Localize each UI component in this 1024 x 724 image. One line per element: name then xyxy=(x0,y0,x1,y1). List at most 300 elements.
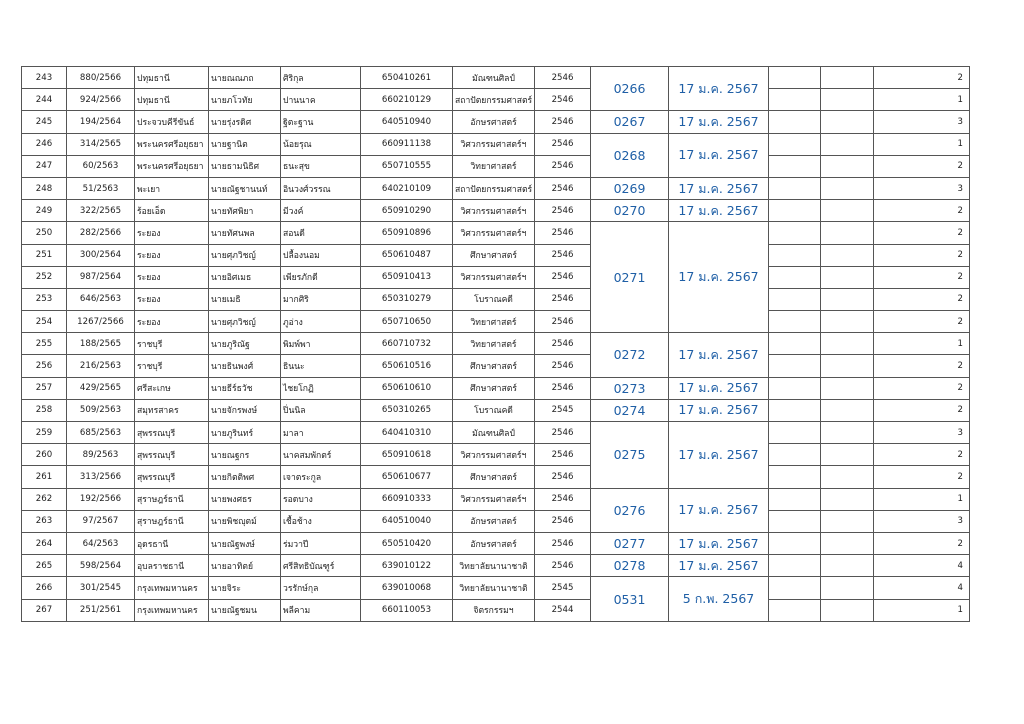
empty-cell-b xyxy=(821,222,874,244)
row-number-cell: 266 xyxy=(22,577,67,599)
document-code-cell: 0266 xyxy=(591,67,669,111)
province-cell: ประจวบคีรีขันธ์ xyxy=(135,111,209,133)
document-code-cell: 0273 xyxy=(591,377,669,399)
count-cell: 3 xyxy=(874,111,970,133)
row-number-cell: 267 xyxy=(22,599,67,621)
last-name-cell: ปลื้องนอม xyxy=(281,244,361,266)
table-row xyxy=(22,111,970,133)
empty-cell-b xyxy=(821,333,874,355)
empty-cell-b xyxy=(821,67,874,89)
last-name-cell: เชื้อช้าง xyxy=(281,510,361,532)
year-cell: 2545 xyxy=(535,577,591,599)
province-cell: กรุงเทพมหานคร xyxy=(135,599,209,621)
year-cell: 2545 xyxy=(535,399,591,421)
document-code-cell: 0271 xyxy=(591,222,669,333)
year-cell: 2546 xyxy=(535,288,591,310)
empty-cell-a xyxy=(769,510,821,532)
faculty-cell: ศึกษาศาสตร์ xyxy=(453,377,535,399)
count-cell: 2 xyxy=(874,444,970,466)
province-cell: ศรีสะเกษ xyxy=(135,377,209,399)
table-row xyxy=(22,422,970,444)
reference-number-cell: 251/2561 xyxy=(67,599,135,621)
reference-number-cell: 685/2563 xyxy=(67,422,135,444)
table-row xyxy=(22,510,970,532)
document-code-cell: 0278 xyxy=(591,555,669,577)
reference-number-cell: 216/2563 xyxy=(67,355,135,377)
province-cell: พระนครศรีอยุธยา xyxy=(135,155,209,177)
empty-cell-a xyxy=(769,355,821,377)
document-date-cell: 17 ม.ค. 2567 xyxy=(669,67,769,111)
row-number-cell: 263 xyxy=(22,510,67,532)
reference-number-cell: 188/2565 xyxy=(67,333,135,355)
student-id-cell: 639010122 xyxy=(361,555,453,577)
table-row xyxy=(22,288,970,310)
last-name-cell: ฐิตะฐาน xyxy=(281,111,361,133)
last-name-cell: ศรีสิทธิบัณฑูร์ xyxy=(281,555,361,577)
row-number-cell: 250 xyxy=(22,222,67,244)
province-cell: ร้อยเอ็ด xyxy=(135,200,209,222)
province-cell: ระยอง xyxy=(135,244,209,266)
reference-number-cell: 924/2566 xyxy=(67,89,135,111)
first-name-cell: นายรุ่งรดิศ xyxy=(209,111,281,133)
empty-cell-b xyxy=(821,532,874,554)
reference-number-cell: 509/2563 xyxy=(67,399,135,421)
empty-cell-b xyxy=(821,155,874,177)
table-row xyxy=(22,200,970,222)
province-cell: ระยอง xyxy=(135,222,209,244)
table-row xyxy=(22,488,970,510)
document-code-cell: 0270 xyxy=(591,200,669,222)
faculty-cell: อักษรศาสตร์ xyxy=(453,510,535,532)
province-cell: ปทุมธานี xyxy=(135,67,209,89)
row-number-cell: 243 xyxy=(22,67,67,89)
empty-cell-b xyxy=(821,599,874,621)
student-id-cell: 660110053 xyxy=(361,599,453,621)
province-cell: สุพรรณบุรี xyxy=(135,444,209,466)
table-row xyxy=(22,222,970,244)
first-name-cell: นายณณภถ xyxy=(209,67,281,89)
faculty-cell: วิทยาศาสตร์ xyxy=(453,311,535,333)
student-id-cell: 650610610 xyxy=(361,377,453,399)
last-name-cell: มาลา xyxy=(281,422,361,444)
last-name-cell: ปิ่นนิล xyxy=(281,399,361,421)
table-row xyxy=(22,599,970,621)
table-row xyxy=(22,377,970,399)
count-cell: 4 xyxy=(874,577,970,599)
row-number-cell: 260 xyxy=(22,444,67,466)
last-name-cell: พิมพ์พา xyxy=(281,333,361,355)
province-cell: ราชบุรี xyxy=(135,333,209,355)
empty-cell-a xyxy=(769,399,821,421)
year-cell: 2546 xyxy=(535,67,591,89)
document-date-cell: 5 ก.พ. 2567 xyxy=(669,577,769,621)
faculty-cell: สถาปัตยกรรมศาสตร์ xyxy=(453,177,535,199)
faculty-cell: วิทยาลัยนานาชาติ xyxy=(453,555,535,577)
empty-cell-a xyxy=(769,466,821,488)
count-cell: 1 xyxy=(874,89,970,111)
student-id-cell: 650410261 xyxy=(361,67,453,89)
faculty-cell: มัณฑนศิลป์ xyxy=(453,67,535,89)
row-number-cell: 245 xyxy=(22,111,67,133)
document-date-cell: 17 ม.ค. 2567 xyxy=(669,488,769,532)
province-cell: อุบลราชธานี xyxy=(135,555,209,577)
first-name-cell: นายณฐกร xyxy=(209,444,281,466)
records-table xyxy=(21,66,970,622)
province-cell: กรุงเทพมหานคร xyxy=(135,577,209,599)
reference-number-cell: 429/2565 xyxy=(67,377,135,399)
document-date-cell: 17 ม.ค. 2567 xyxy=(669,111,769,133)
table-row xyxy=(22,399,970,421)
row-number-cell: 248 xyxy=(22,177,67,199)
document-code-cell: 0269 xyxy=(591,177,669,199)
reference-number-cell: 987/2564 xyxy=(67,266,135,288)
province-cell: สมุทรสาคร xyxy=(135,399,209,421)
empty-cell-b xyxy=(821,355,874,377)
year-cell: 2546 xyxy=(535,355,591,377)
province-cell: พระนครศรีอยุธยา xyxy=(135,133,209,155)
student-id-cell: 650710650 xyxy=(361,311,453,333)
faculty-cell: อักษรศาสตร์ xyxy=(453,111,535,133)
province-cell: ระยอง xyxy=(135,288,209,310)
faculty-cell: มัณฑนศิลป์ xyxy=(453,422,535,444)
empty-cell-a xyxy=(769,200,821,222)
table-row xyxy=(22,532,970,554)
count-cell: 3 xyxy=(874,422,970,444)
count-cell: 3 xyxy=(874,177,970,199)
first-name-cell: นายกิตติพศ xyxy=(209,466,281,488)
row-number-cell: 247 xyxy=(22,155,67,177)
reference-number-cell: 313/2566 xyxy=(67,466,135,488)
first-name-cell: นายณัฐพงษ์ xyxy=(209,532,281,554)
table-row xyxy=(22,577,970,599)
student-id-cell: 660911138 xyxy=(361,133,453,155)
empty-cell-a xyxy=(769,288,821,310)
first-name-cell: นายภูรินทร์ xyxy=(209,422,281,444)
empty-cell-b xyxy=(821,133,874,155)
empty-cell-a xyxy=(769,222,821,244)
first-name-cell: นายทัศนพล xyxy=(209,222,281,244)
student-id-cell: 650910896 xyxy=(361,222,453,244)
student-id-cell: 650610516 xyxy=(361,355,453,377)
reference-number-cell: 880/2566 xyxy=(67,67,135,89)
count-cell: 2 xyxy=(874,355,970,377)
document-date-cell: 17 ม.ค. 2567 xyxy=(669,422,769,489)
row-number-cell: 265 xyxy=(22,555,67,577)
last-name-cell: ปานนาค xyxy=(281,89,361,111)
reference-number-cell: 1267/2566 xyxy=(67,311,135,333)
student-id-cell: 650910413 xyxy=(361,266,453,288)
student-id-cell: 650610487 xyxy=(361,244,453,266)
empty-cell-b xyxy=(821,510,874,532)
first-name-cell: นายพงศธร xyxy=(209,488,281,510)
count-cell: 2 xyxy=(874,266,970,288)
empty-cell-b xyxy=(821,311,874,333)
faculty-cell: ศึกษาศาสตร์ xyxy=(453,355,535,377)
year-cell: 2546 xyxy=(535,422,591,444)
table-row xyxy=(22,155,970,177)
student-id-cell: 650610677 xyxy=(361,466,453,488)
row-number-cell: 254 xyxy=(22,311,67,333)
count-cell: 2 xyxy=(874,399,970,421)
empty-cell-b xyxy=(821,488,874,510)
year-cell: 2546 xyxy=(535,133,591,155)
last-name-cell: มีวงค์ xyxy=(281,200,361,222)
faculty-cell: วิศวกรรมศาสตร์ฯ xyxy=(453,133,535,155)
empty-cell-a xyxy=(769,333,821,355)
last-name-cell: เจาตระกูล xyxy=(281,466,361,488)
row-number-cell: 264 xyxy=(22,532,67,554)
table-row xyxy=(22,177,970,199)
row-number-cell: 252 xyxy=(22,266,67,288)
province-cell: สุพรรณบุรี xyxy=(135,422,209,444)
faculty-cell: วิศวกรรมศาสตร์ฯ xyxy=(453,444,535,466)
last-name-cell: น้อยรุณ xyxy=(281,133,361,155)
student-id-cell: 650310279 xyxy=(361,288,453,310)
row-number-cell: 258 xyxy=(22,399,67,421)
year-cell: 2546 xyxy=(535,532,591,554)
reference-number-cell: 194/2564 xyxy=(67,111,135,133)
province-cell: ราชบุรี xyxy=(135,355,209,377)
year-cell: 2546 xyxy=(535,555,591,577)
year-cell: 2546 xyxy=(535,266,591,288)
document-date-cell: 17 ม.ค. 2567 xyxy=(669,222,769,333)
document-date-cell: 17 ม.ค. 2567 xyxy=(669,377,769,399)
table-row xyxy=(22,444,970,466)
year-cell: 2544 xyxy=(535,599,591,621)
table-row xyxy=(22,311,970,333)
year-cell: 2546 xyxy=(535,377,591,399)
year-cell: 2546 xyxy=(535,222,591,244)
count-cell: 1 xyxy=(874,133,970,155)
faculty-cell: โบราณคดี xyxy=(453,288,535,310)
reference-number-cell: 60/2563 xyxy=(67,155,135,177)
last-name-cell: มากศิริ xyxy=(281,288,361,310)
first-name-cell: นายฐานิต xyxy=(209,133,281,155)
document-code-cell: 0268 xyxy=(591,133,669,177)
faculty-cell: วิทยาศาสตร์ xyxy=(453,333,535,355)
row-number-cell: 261 xyxy=(22,466,67,488)
first-name-cell: นายณัฐชมน xyxy=(209,599,281,621)
faculty-cell: วิศวกรรมศาสตร์ฯ xyxy=(453,266,535,288)
document-date-cell: 17 ม.ค. 2567 xyxy=(669,399,769,421)
empty-cell-b xyxy=(821,200,874,222)
document-code-cell: 0267 xyxy=(591,111,669,133)
row-number-cell: 251 xyxy=(22,244,67,266)
reference-number-cell: 300/2564 xyxy=(67,244,135,266)
empty-cell-b xyxy=(821,399,874,421)
table-row xyxy=(22,333,970,355)
reference-number-cell: 89/2563 xyxy=(67,444,135,466)
student-id-cell: 660710732 xyxy=(361,333,453,355)
province-cell: ระยอง xyxy=(135,311,209,333)
year-cell: 2546 xyxy=(535,466,591,488)
empty-cell-a xyxy=(769,111,821,133)
faculty-cell: วิศวกรรมศาสตร์ฯ xyxy=(453,200,535,222)
last-name-cell: เพียรภักดี xyxy=(281,266,361,288)
year-cell: 2546 xyxy=(535,488,591,510)
first-name-cell: นายศุภวิชญ์ xyxy=(209,311,281,333)
last-name-cell: อินวงศ์วรรณ xyxy=(281,177,361,199)
year-cell: 2546 xyxy=(535,510,591,532)
count-cell: 2 xyxy=(874,466,970,488)
row-number-cell: 253 xyxy=(22,288,67,310)
student-id-cell: 639010068 xyxy=(361,577,453,599)
empty-cell-b xyxy=(821,111,874,133)
document-code-cell: 0272 xyxy=(591,333,669,377)
faculty-cell: โบราณคดี xyxy=(453,399,535,421)
student-id-cell: 640210109 xyxy=(361,177,453,199)
faculty-cell: สถาปัตยกรรมศาสตร์ xyxy=(453,89,535,111)
empty-cell-a xyxy=(769,266,821,288)
last-name-cell: พลีคาม xyxy=(281,599,361,621)
table-row xyxy=(22,555,970,577)
table-row xyxy=(22,244,970,266)
count-cell: 1 xyxy=(874,488,970,510)
province-cell: อุดรธานี xyxy=(135,532,209,554)
row-number-cell: 262 xyxy=(22,488,67,510)
count-cell: 4 xyxy=(874,555,970,577)
province-cell: สุราษฎร์ธานี xyxy=(135,488,209,510)
reference-number-cell: 97/2567 xyxy=(67,510,135,532)
empty-cell-b xyxy=(821,577,874,599)
count-cell: 2 xyxy=(874,532,970,554)
last-name-cell: ไชยโกฏิ xyxy=(281,377,361,399)
empty-cell-a xyxy=(769,311,821,333)
reference-number-cell: 646/2563 xyxy=(67,288,135,310)
last-name-cell: ธนะสุข xyxy=(281,155,361,177)
document-date-cell: 17 ม.ค. 2567 xyxy=(669,200,769,222)
empty-cell-b xyxy=(821,555,874,577)
student-id-cell: 650710555 xyxy=(361,155,453,177)
empty-cell-a xyxy=(769,422,821,444)
empty-cell-a xyxy=(769,244,821,266)
student-id-cell: 640510940 xyxy=(361,111,453,133)
empty-cell-a xyxy=(769,488,821,510)
faculty-cell: จิตรกรรมฯ xyxy=(453,599,535,621)
count-cell: 3 xyxy=(874,510,970,532)
empty-cell-b xyxy=(821,422,874,444)
table-row xyxy=(22,67,970,89)
empty-cell-a xyxy=(769,155,821,177)
count-cell: 2 xyxy=(874,67,970,89)
empty-cell-a xyxy=(769,89,821,111)
last-name-cell: วรรักษ์กุล xyxy=(281,577,361,599)
student-id-cell: 660210129 xyxy=(361,89,453,111)
row-number-cell: 249 xyxy=(22,200,67,222)
empty-cell-b xyxy=(821,244,874,266)
year-cell: 2546 xyxy=(535,311,591,333)
empty-cell-b xyxy=(821,288,874,310)
empty-cell-b xyxy=(821,377,874,399)
year-cell: 2546 xyxy=(535,111,591,133)
row-number-cell: 255 xyxy=(22,333,67,355)
last-name-cell: นาคสมพักตร์ xyxy=(281,444,361,466)
count-cell: 2 xyxy=(874,377,970,399)
table-row xyxy=(22,266,970,288)
last-name-cell: ธินนะ xyxy=(281,355,361,377)
reference-number-cell: 282/2566 xyxy=(67,222,135,244)
faculty-cell: วิทยาลัยนานาชาติ xyxy=(453,577,535,599)
count-cell: 2 xyxy=(874,155,970,177)
student-id-cell: 640510040 xyxy=(361,510,453,532)
document-date-cell: 17 ม.ค. 2567 xyxy=(669,555,769,577)
reference-number-cell: 64/2563 xyxy=(67,532,135,554)
document-code-cell: 0276 xyxy=(591,488,669,532)
year-cell: 2546 xyxy=(535,444,591,466)
student-id-cell: 660910333 xyxy=(361,488,453,510)
year-cell: 2546 xyxy=(535,89,591,111)
province-cell: สุราษฎร์ธานี xyxy=(135,510,209,532)
faculty-cell: วิศวกรรมศาสตร์ฯ xyxy=(453,488,535,510)
faculty-cell: วิทยาศาสตร์ xyxy=(453,155,535,177)
row-number-cell: 257 xyxy=(22,377,67,399)
year-cell: 2546 xyxy=(535,333,591,355)
document-date-cell: 17 ม.ค. 2567 xyxy=(669,133,769,177)
row-number-cell: 259 xyxy=(22,422,67,444)
year-cell: 2546 xyxy=(535,200,591,222)
empty-cell-a xyxy=(769,532,821,554)
province-cell: สุพรรณบุรี xyxy=(135,466,209,488)
reference-number-cell: 301/2545 xyxy=(67,577,135,599)
count-cell: 2 xyxy=(874,244,970,266)
empty-cell-a xyxy=(769,377,821,399)
document-code-cell: 0274 xyxy=(591,399,669,421)
student-id-cell: 650510420 xyxy=(361,532,453,554)
reference-number-cell: 51/2563 xyxy=(67,177,135,199)
empty-cell-a xyxy=(769,577,821,599)
document-date-cell: 17 ม.ค. 2567 xyxy=(669,177,769,199)
first-name-cell: นายอิศเมธ xyxy=(209,266,281,288)
last-name-cell: สอนดี xyxy=(281,222,361,244)
student-id-cell: 650910290 xyxy=(361,200,453,222)
empty-cell-a xyxy=(769,555,821,577)
empty-cell-a xyxy=(769,67,821,89)
table-row xyxy=(22,355,970,377)
province-cell: ระยอง xyxy=(135,266,209,288)
empty-cell-a xyxy=(769,177,821,199)
document-code-cell: 0275 xyxy=(591,422,669,489)
document-date-cell: 17 ม.ค. 2567 xyxy=(669,333,769,377)
province-cell: พะเยา xyxy=(135,177,209,199)
count-cell: 2 xyxy=(874,311,970,333)
table-row xyxy=(22,89,970,111)
document-code-cell: 0531 xyxy=(591,577,669,621)
reference-number-cell: 322/2565 xyxy=(67,200,135,222)
first-name-cell: นายเมธิ xyxy=(209,288,281,310)
last-name-cell: ศิริกุล xyxy=(281,67,361,89)
first-name-cell: นายณัฐชานนท์ xyxy=(209,177,281,199)
empty-cell-b xyxy=(821,177,874,199)
count-cell: 2 xyxy=(874,200,970,222)
student-id-cell: 640410310 xyxy=(361,422,453,444)
table-row xyxy=(22,466,970,488)
last-name-cell: รอดบาง xyxy=(281,488,361,510)
year-cell: 2546 xyxy=(535,244,591,266)
empty-cell-b xyxy=(821,266,874,288)
first-name-cell: นายจักรพงษ์ xyxy=(209,399,281,421)
empty-cell-b xyxy=(821,444,874,466)
first-name-cell: นายภโวทัย xyxy=(209,89,281,111)
student-id-cell: 650310265 xyxy=(361,399,453,421)
first-name-cell: นายธามนิธิศ xyxy=(209,155,281,177)
last-name-cell: ร่มวาปี xyxy=(281,532,361,554)
empty-cell-b xyxy=(821,89,874,111)
row-number-cell: 256 xyxy=(22,355,67,377)
first-name-cell: นายจิระ xyxy=(209,577,281,599)
faculty-cell: วิศวกรรมศาสตร์ฯ xyxy=(453,222,535,244)
row-number-cell: 246 xyxy=(22,133,67,155)
student-id-cell: 650910618 xyxy=(361,444,453,466)
